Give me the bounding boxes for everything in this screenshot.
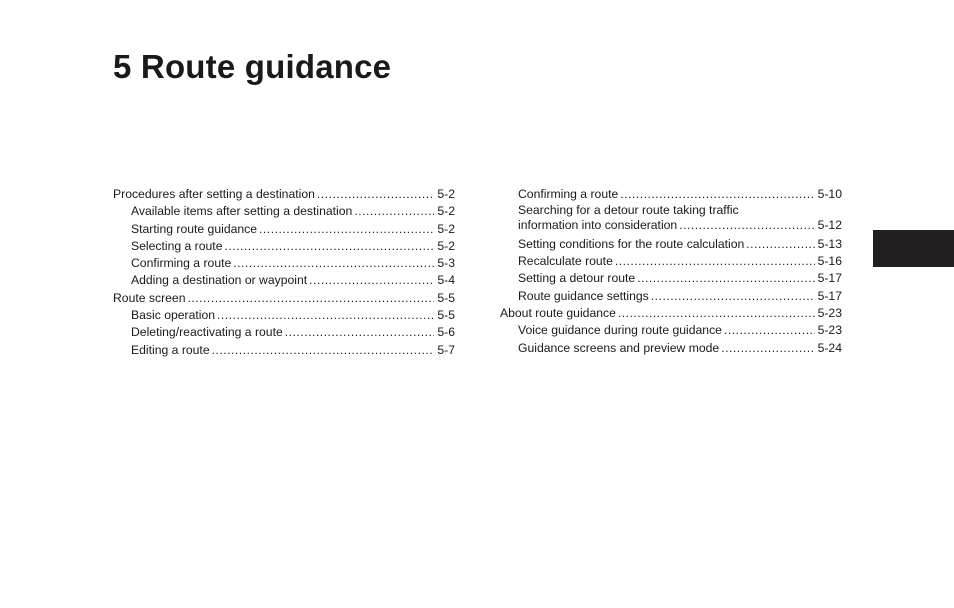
toc-entry-title: Route screen bbox=[113, 290, 186, 305]
toc-leader-dots bbox=[217, 307, 434, 324]
toc-leader-dots bbox=[615, 253, 815, 270]
toc-leader-dots bbox=[233, 255, 434, 272]
toc-entry[interactable] bbox=[113, 307, 455, 324]
toc-left-column bbox=[113, 186, 455, 359]
toc-entry-title-line1: Searching for a detour route taking traffic bbox=[518, 203, 739, 218]
toc-entry-page: 5-4 bbox=[437, 273, 455, 288]
toc-entry[interactable] bbox=[500, 288, 842, 305]
toc-entry-page: 5-5 bbox=[437, 290, 455, 305]
toc-entry[interactable] bbox=[113, 186, 455, 203]
toc-right-column bbox=[500, 186, 842, 357]
toc-leader-dots bbox=[317, 186, 434, 203]
toc-entry-title: Procedures after setting a destination bbox=[113, 187, 315, 201]
toc-entry[interactable] bbox=[113, 342, 455, 359]
toc-entry-page: 5-2 bbox=[437, 187, 455, 201]
toc-entry-title: Available items after setting a destination bbox=[131, 204, 353, 219]
toc-entry[interactable] bbox=[113, 238, 455, 255]
toc-leader-dots bbox=[746, 236, 814, 253]
toc-entry-title: Starting route guidance bbox=[131, 221, 258, 236]
toc-entry[interactable] bbox=[113, 272, 455, 289]
toc-entry-page: 5-2 bbox=[437, 204, 455, 219]
toc-leader-dots bbox=[354, 203, 434, 220]
toc-entry-title: Confirming a route bbox=[131, 256, 232, 271]
toc-leader-dots bbox=[188, 290, 435, 307]
toc-entry-page: 5-10 bbox=[817, 187, 842, 201]
toc-leader-dots bbox=[651, 288, 815, 305]
toc-entry-page: 5-17 bbox=[817, 271, 842, 286]
toc-leader-dots bbox=[212, 342, 435, 359]
toc-entry[interactable] bbox=[113, 203, 455, 220]
toc-entry-title: Editing a route bbox=[131, 342, 210, 357]
toc-leader-dots bbox=[259, 221, 434, 238]
toc-entry-title: Route guidance settings bbox=[518, 288, 649, 303]
toc-entry-page: 5-3 bbox=[437, 256, 455, 271]
toc-leader-dots bbox=[224, 238, 434, 255]
toc-entry[interactable] bbox=[500, 340, 842, 357]
toc-entry[interactable] bbox=[500, 186, 842, 203]
toc-entry-page: 5-7 bbox=[437, 342, 455, 357]
toc-leader-dots bbox=[679, 218, 814, 233]
toc-leader-dots bbox=[637, 270, 814, 287]
toc-leader-dots bbox=[620, 186, 814, 203]
toc-entry-page: 5-5 bbox=[437, 308, 455, 323]
toc-entry-title: Deleting/reactivating a route bbox=[131, 325, 283, 340]
toc-entry-title: Selecting a route bbox=[131, 238, 223, 253]
toc-leader-dots bbox=[618, 305, 815, 322]
toc-entry[interactable] bbox=[500, 305, 842, 322]
toc-entry-multiline[interactable] bbox=[500, 203, 842, 236]
toc-entry-title: Voice guidance during route guidance bbox=[518, 323, 722, 338]
toc-entry-title: Basic operation bbox=[131, 308, 216, 323]
toc-leader-dots bbox=[285, 324, 435, 341]
toc-entry[interactable] bbox=[500, 236, 842, 253]
toc-entry[interactable] bbox=[500, 322, 842, 339]
toc-entry-title: Confirming a route bbox=[518, 187, 619, 201]
chapter-title: 5 Route guidance bbox=[113, 48, 392, 85]
toc-entry-page: 5-17 bbox=[817, 288, 842, 303]
toc-entry-page: 5-6 bbox=[437, 325, 455, 340]
toc-entry-title: Setting a detour route bbox=[518, 271, 636, 286]
toc-entry-title: About route guidance bbox=[500, 306, 616, 321]
toc-leader-dots bbox=[724, 322, 815, 339]
toc-entry-title-line2: information into consideration bbox=[518, 218, 678, 233]
toc-entry-title: Recalculate route bbox=[518, 254, 613, 269]
toc-entry[interactable] bbox=[113, 221, 455, 238]
toc-leader-dots bbox=[721, 340, 814, 357]
toc-entry[interactable] bbox=[500, 270, 842, 287]
toc-entry-title: Adding a destination or waypoint bbox=[131, 273, 308, 288]
toc-entry[interactable] bbox=[113, 290, 455, 307]
toc-entry[interactable] bbox=[113, 324, 455, 341]
toc-entry-page: 5-23 bbox=[817, 306, 842, 321]
chapter-thumb-tab bbox=[873, 230, 954, 267]
toc-entry-page: 5-13 bbox=[817, 236, 842, 251]
toc-entry-page: 5-23 bbox=[817, 323, 842, 338]
toc-entry-title: Setting conditions for the route calculation bbox=[518, 236, 745, 251]
toc-entry-page: 5-16 bbox=[817, 254, 842, 269]
toc-entry-page: 5-24 bbox=[817, 340, 842, 355]
toc-entry-line2 bbox=[518, 218, 842, 236]
toc-entry-page: 5-2 bbox=[437, 221, 455, 236]
toc-entry[interactable] bbox=[500, 253, 842, 270]
toc-leader-dots bbox=[309, 272, 434, 289]
toc-entry[interactable] bbox=[113, 255, 455, 272]
toc-entry-page: 5-12 bbox=[817, 218, 842, 233]
toc-entry-title: Guidance screens and preview mode bbox=[518, 340, 720, 355]
toc-entry-page: 5-2 bbox=[437, 238, 455, 253]
